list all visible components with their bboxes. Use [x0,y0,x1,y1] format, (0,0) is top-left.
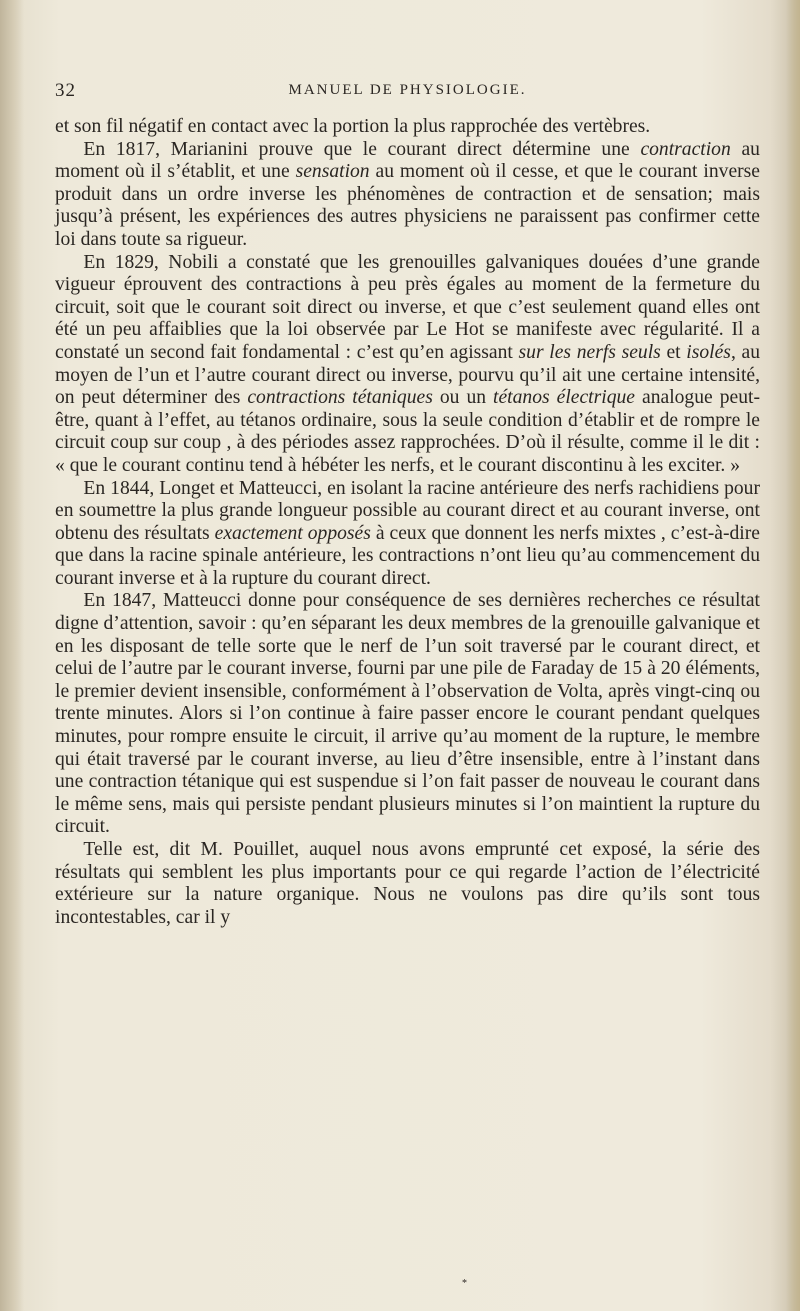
italic-text: tétanos électrique [493,387,635,409]
italic-text: contractions tétaniques [247,387,433,409]
italic-text: sensation [295,161,370,183]
italic-text: contraction [640,138,731,160]
text-run: En 1817, Marianini prouve que le courant direct détermine une [83,138,641,160]
text-run: et [660,341,687,363]
page-edge-shadow [786,0,800,1311]
paragraph [55,116,760,139]
paragraph [55,252,760,478]
text-run: au moment où il cesse, et que le courant inverse produit dans un ordre inverse les phénomènes de contraction et de sensation; mais jusqu’à présent, les expériences des autres physiciens ne paraissent pas confirmer cette loi dans toute sa rigueur. [55,161,760,250]
page-number: 32 [55,80,76,101]
italic-text: exactement opposés [214,522,371,544]
text-run: En 1847, Matteucci donne pour conséquence de ses dernières recherches ce résultat digne d’attention, savoir : qu’en séparant les deux membres de la grenouille galvanique et en les disposant de telle sorte que le nerf de l’un soit traversé par le courant direct, et celui de l’autre par le courant inverse, fourni par une pile de Faraday de 15 à 20 éléments, le premier devient insensible, conformément à l’observation de Volta, après vingt-cinq ou trente minutes. Alors si l’on continue à faire passer encore le courant pendant quelques minutes, pour rompre ensuite le circuit, il arrive qu’au moment de la rupture, le membre qui était traversé par le courant inverse, au lieu d’être insensible, entre à l’instant dans une contraction tétanique qui est suspendue si l’on fait passer de nouveau le courant dans le même sens, mais qui persiste pendant plusieurs minutes si l’on maintient la rupture du circuit. [55,590,760,838]
running-title: MANUEL DE PHYSIOLOGIE. [288,82,527,98]
page-header [55,80,760,106]
text-run: En 1829, Nobili a constaté que les grenouilles galvaniques douées d’une grande vigueur éprouvent des contractions à peu près égales au moment de la fermeture du circuit, soit que le courant soit direct ou inverse, et que c’est seulement quand elles ont été un peu affaiblies que la loi observée par Le Hot se manifeste avec régularité. Il a constaté un second fait fondamental : c’est qu’en agissant [55,251,760,363]
text-run: et son fil négatif en contact avec la portion la plus rapprochée des vertèbres. [55,116,651,137]
body-text [55,116,760,929]
paragraph [55,478,760,591]
text-run: au moment où il s’établit, et une [55,138,760,183]
text-run: ou un [432,387,494,409]
text-run: , au moyen de l’un et l’autre courant direct ou inverse, pourvu qu’il ait une certaine intensité, on peut déterminer des [55,341,761,409]
text-run: à ceux que donnent les nerfs mixtes , c’est-à-dire que dans la racine spinale antérieure, les contractions n’ont lieu qu’au commencement du courant inverse et à la rupture du courant direct. [55,522,760,589]
text-run: analogue peut-être, quant à l’effet, au tétanos ordinaire, sous la seule condition d’établir et de rompre le circuit coup sur coup , à des périodes assez rapprochées. D’où il résulte, comme il le dit : « que le courant continu tend à hébéter les nerfs, et le courant discontinu à les exciter. » [55,387,760,476]
page-spine-shadow [0,0,24,1311]
signature-mark: * [462,1278,467,1289]
text-run: Telle est, dit M. Pouillet, auquel nous avons emprunté cet exposé, la série des résultats qui semblent les plus importants pour ce qui regarde l’action de l’électricité extérieure sur la nature organique. Nous ne voulons pas dire qu’ils sont tous incontestables, car il y [55,839,760,928]
paragraph [55,139,760,252]
italic-text: sur les nerfs seuls [518,341,661,363]
paragraph [55,839,760,929]
italic-text: isolés [686,341,731,363]
text-run: En 1844, Longet et Matteucci, en isolant la racine antérieure des nerfs rachidiens pour en soumettre la plus grande longueur possible au courant direct et au courant inverse, ont obtenu des résultats [55,477,760,544]
paragraph [55,590,760,839]
